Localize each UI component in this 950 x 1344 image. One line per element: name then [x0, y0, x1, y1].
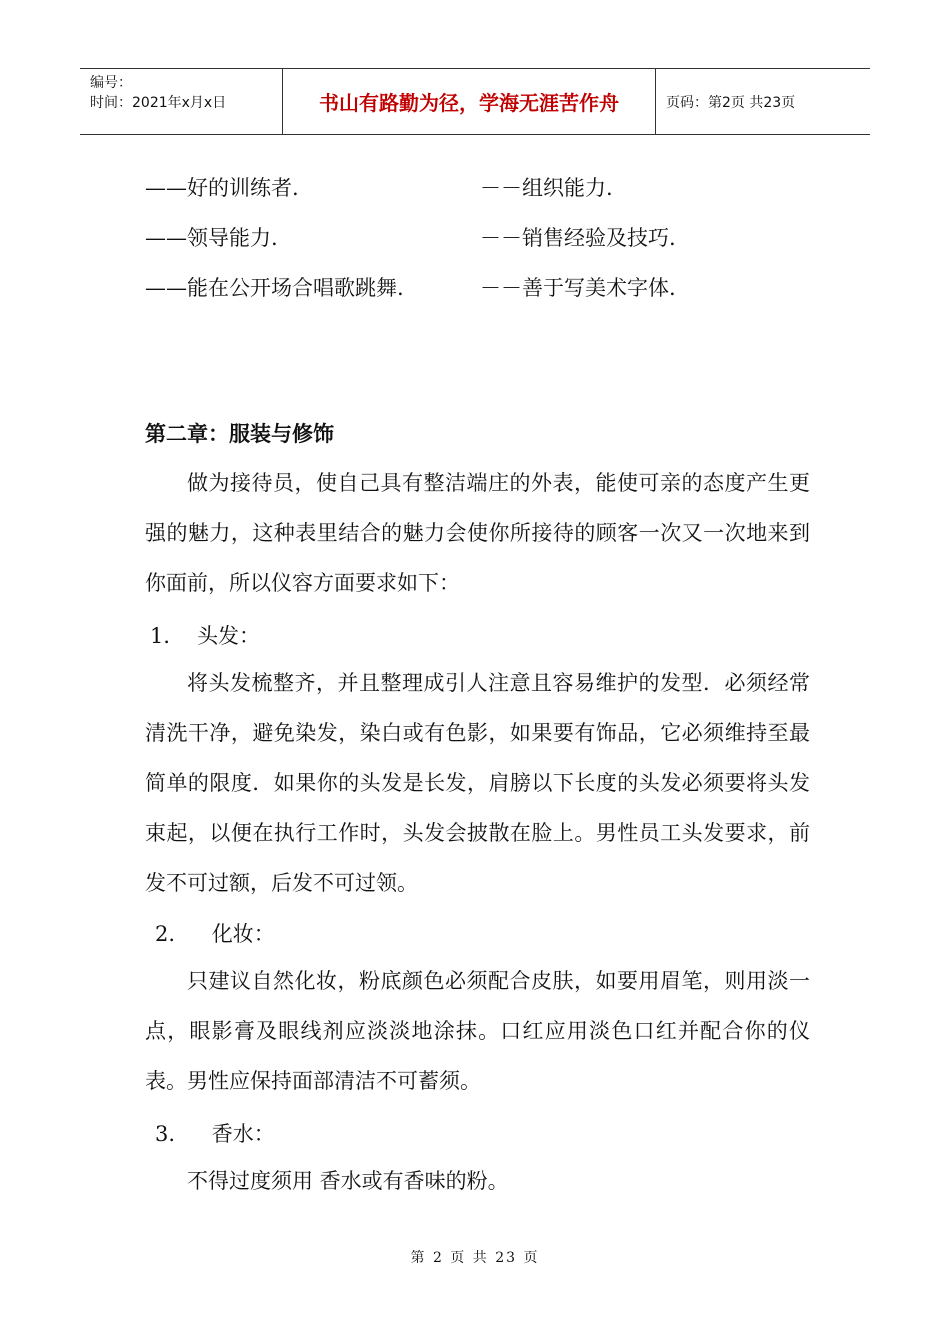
skill-right: －－组织能力.: [480, 176, 613, 200]
header-page-info: 页码：第2页 共23页: [666, 94, 796, 111]
section-title: 头发：: [197, 624, 261, 648]
section-paragraph: 只建议自然化妆，粉底颜色必须配合皮肤，如要用眉笔，则用淡一点，眼影膏及眼线剂应淡淡地涂抹。口红应用淡色口红并配合你的仪表。男性应保持面部清洁不可蓄须。: [145, 969, 810, 1093]
chapter-title: 第二章：服装与修饰: [145, 421, 334, 446]
section-number: 3.: [155, 1122, 176, 1146]
section-number: 1．: [150, 624, 185, 648]
skill-left: ——能在公开场合唱歌跳舞.: [145, 276, 404, 300]
section-heading: [155, 1118, 275, 1148]
skill-right: －－善于写美术字体.: [480, 276, 676, 300]
skill-row: [145, 210, 810, 260]
number-label: 编号：: [90, 75, 132, 91]
section-title: 香水：: [211, 1122, 275, 1146]
skill-row: [145, 160, 810, 210]
skill-right: －－销售经验及技巧.: [480, 226, 676, 250]
section-title: 化妆：: [211, 922, 275, 946]
intro-paragraph: 做为接待员，使自己具有整洁端庄的外表，能使可亲的态度产生更强的魅力，这种表里结合的魅力会使你所接待的顾客一次又一次地来到你面前，所以仪容方面要求如下：: [145, 471, 810, 595]
header-meta: [80, 69, 282, 134]
section-paragraph: 将头发梳整齐，并且整理成引人注意且容易维护的发型．必须经常清洗干净，避免染发，染白或有色影，如果要有饰品，它必须维持至最简单的限度．如果你的头发是长发，肩膀以下长度的头发必须要将头发束起，以便在执行工作时，头发会披散在脸上。男性员工头发要求，前发不可过额，后发不可过领。: [145, 671, 810, 895]
section-heading: [155, 918, 275, 948]
skill-left: ——好的训练者.: [145, 176, 299, 200]
skill-left: ——领导能力.: [145, 226, 278, 250]
section-heading: [150, 620, 260, 650]
skill-list: [145, 160, 810, 310]
time-label: 时间：2021年x月x日: [90, 95, 227, 111]
section-number: 2.: [155, 922, 176, 946]
section-paragraph: 不得过度须用 香水或有香味的粉。: [187, 1169, 509, 1193]
page-header: [80, 68, 870, 135]
skill-row: [145, 260, 810, 310]
page-footer: 第 2 页 共 23 页: [410, 1250, 540, 1266]
header-motto: 书山有路勤为径，学海无涯苦作舟: [282, 69, 656, 134]
